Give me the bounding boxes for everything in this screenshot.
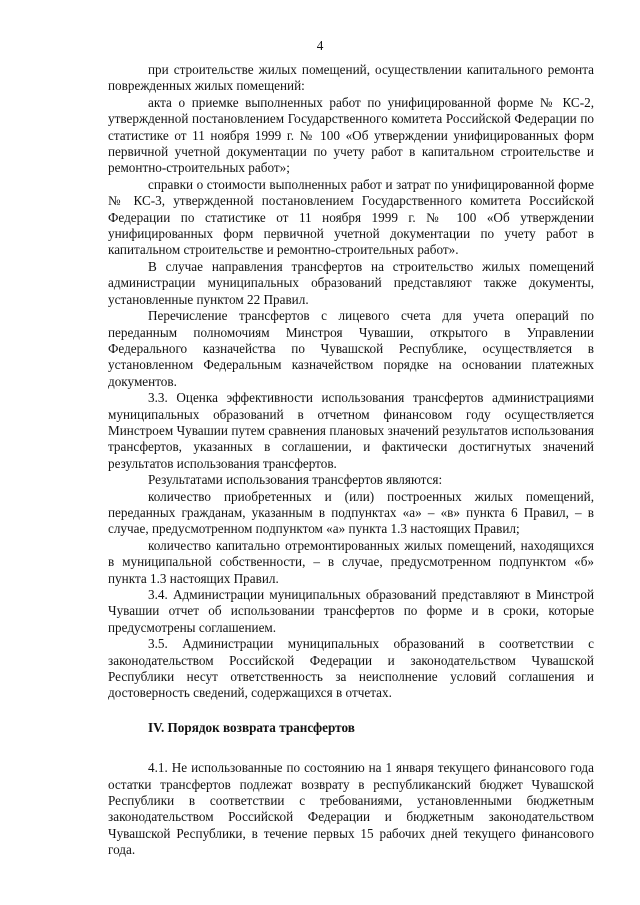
paragraph-construction-intro: при строительстве жилых помещений, осуществлении капитального ремонта поврежденных жилых помещений: bbox=[108, 62, 594, 94]
paragraph-ks2-act: акта о приемке выполненных работ по унифицированной форме № КС-2, утвержденной постановлением Государственного комитета Российской Федерации по статистике от 11 ноября 1999 г. № 100 «Об утверждении унифицированных форм первичной учетной документации по учету работ в капитальном строительстве и ремонтно-строительных работ»; bbox=[108, 94, 594, 176]
document-body bbox=[108, 62, 594, 859]
paragraph-result-repaired-housing: количество капитально отремонтированных жилых помещений, находящихся в муниципальной собственности, – в случае, предусмотренном подпунктом «б» пункта 1.3 настоящих Правил. bbox=[108, 537, 594, 586]
paragraph-3-5-responsibility: 3.5. Администрации муниципальных образований в соответствии с законодательством Российской Федерации и законодательством Чувашской Республики несут ответственность за неисполнение условий соглашения и достоверность сведений, содержащихся в отчетах. bbox=[108, 636, 594, 701]
page-number: 4 bbox=[316, 38, 324, 53]
paragraph-ks3-certificate: справки о стоимости выполненных работ и затрат по унифицированной форме № КС-3, утвержденной постановлением Государственного комитета Российской Федерации по статистике от 11 ноября 1999 г. № 100 «Об утверждении унифицированных форм первичной учетной документации по учету работ в капитальном строительстве и ремонтно-строительных работ». bbox=[108, 176, 594, 258]
paragraph-4-1-return: 4.1. Не использованные по состоянию на 1 января текущего финансового года остатки трансфертов подлежат возврату в республиканский бюджет Чувашской Республики в соответствии с требованиями, установленными бюджетным законодательством Российской Федерации и бюджетным законодательством Чувашской Республики, в течение первых 15 рабочих дней текущего финансового года. bbox=[108, 760, 594, 858]
paragraph-transfer-procedure: Перечисление трансфертов с лицевого счета для учета операций по переданным полномочиям Минстроя Чувашии, открытого в Управлении Федерального казначейства по Чувашской Республике, осуществляется в установленном Федеральным казначейством порядке на основании платежных документов. bbox=[108, 308, 594, 389]
section-heading: IV. Порядок возврата трансфертов bbox=[148, 719, 355, 735]
paragraph-construction-documents: В случае направления трансфертов на строительство жилых помещений администрации муниципальных образований представляют также документы, установленные пунктом 22 Правил. bbox=[108, 258, 594, 307]
paragraph-3-3-efficiency: 3.3. Оценка эффективности использования трансфертов администрациями муниципальных образований в отчетном финансовом году осуществляется Минстроем Чувашии путем сравнения плановых значений результатов использования трансфертов, указанных в соглашении, и фактически достигнутых значений результатов использования трансфертов. bbox=[108, 390, 594, 471]
paragraph-results-intro: Результатами использования трансфертов являются: bbox=[148, 472, 443, 488]
paragraph-result-acquired-housing: количество приобретенных и (или) построенных жилых помещений, переданных гражданам, указанным в подпунктах «а» – «в» пункта 6 Правил, – в случае, предусмотренном подпунктом «а» пункта 1.3 настоящих Правил; bbox=[108, 488, 594, 537]
paragraph-3-4-report: 3.4. Администрации муниципальных образований представляют в Минстрой Чувашии отчет об использовании трансфертов по форме и в сроки, которые предусмотрены соглашением. bbox=[108, 587, 594, 635]
